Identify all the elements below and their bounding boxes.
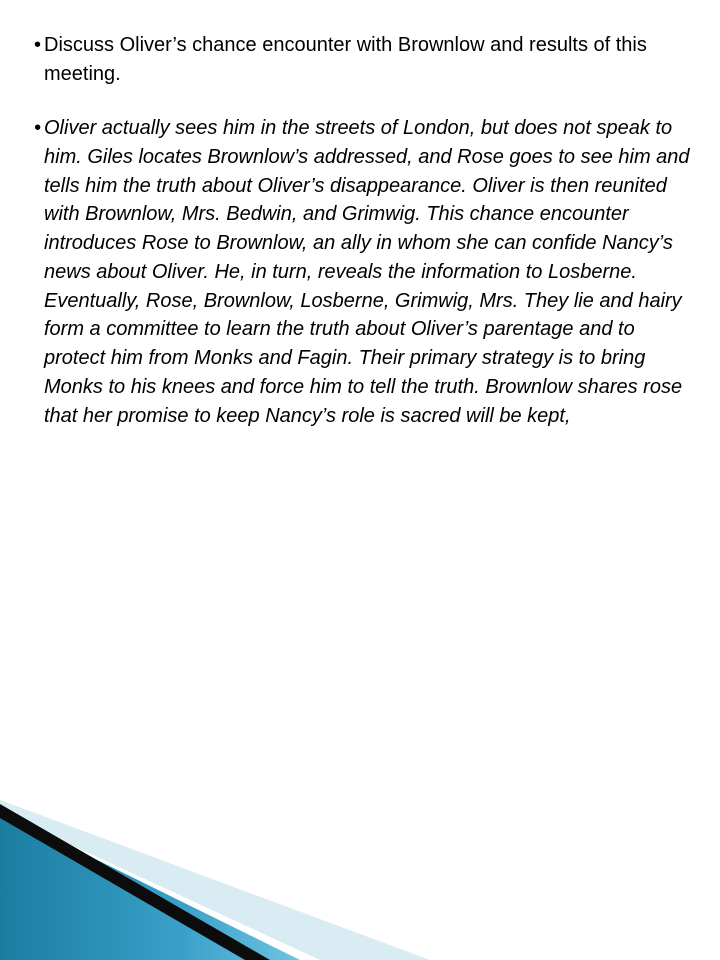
bullet-dot: •: [34, 34, 42, 56]
bullet-question: [34, 31, 694, 89]
bullet-dot: •: [34, 117, 42, 139]
bullet-question-text: Discuss Oliver’s chance encounter with Brownlow and results of this meeting.: [44, 34, 647, 85]
corner-stripes-decoration: [0, 800, 720, 960]
slide-body: [34, 31, 694, 430]
bullet-answer-text: Oliver actually sees him in the streets of London, but does not speak to him. Giles locates Brownlow’s addressed, and Rose goes to see him and tells him the truth about Oliver’s disappearance. Oliver is then reunited with Brownlow, Mrs. Bedwin, and Grimwig. This chance encounter introduces Rose to Brownlow, an ally in whom she can confide Nancy’s news about Oliver. He, in turn, reveals the information to Losberne. Eventually, Rose, Brownlow, Losberne, Grimwig, Mrs. They lie and hairy form a committee to learn the truth about Oliver’s parentage and to protect him from Monks and Fagin. Their primary strategy is to bring Monks to his knees and force him to tell the truth. Brownlow shares rose that her promise to keep Nancy’s role is sacred will be kept,: [44, 117, 690, 427]
bullet-answer: [34, 114, 694, 430]
